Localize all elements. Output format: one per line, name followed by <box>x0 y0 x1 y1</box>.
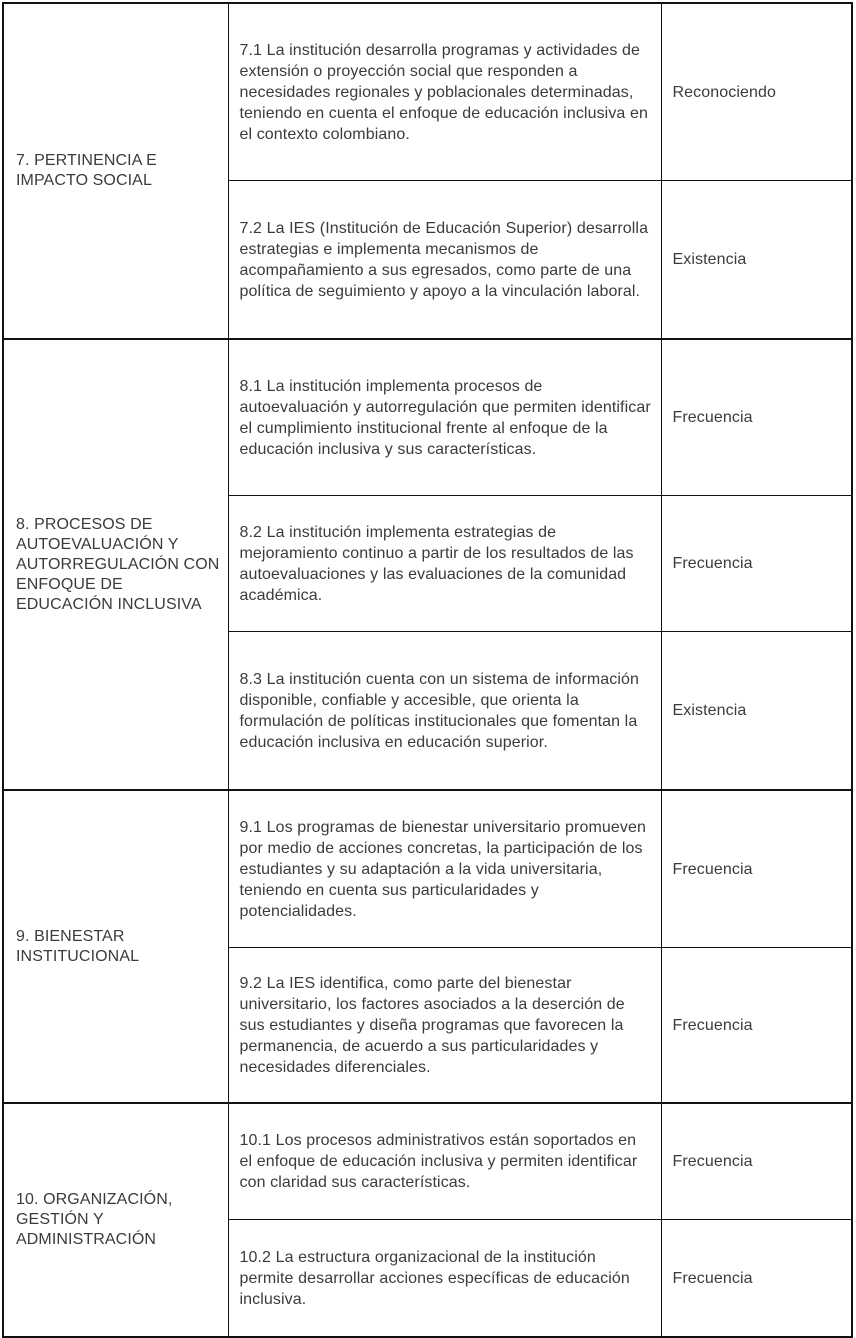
indicator-cell-10-1: 10.1 Los procesos administrativos están soportados en el enfoque de educación inclusiva y permiten identificar con claridad sus características. <box>228 1103 661 1220</box>
indicator-cell-9-2: 9.2 La IES identifica, como parte del bienestar universitario, los factores asociados a la deserción de sus estudiantes y diseña programas que favorecen la permanencia, de acuerdo a sus particularidades y necesidades diferenciales. <box>228 948 661 1104</box>
level-cell-8-3: Existencia <box>661 632 852 791</box>
level-cell-9-1: Frecuencia <box>661 790 852 948</box>
indicator-cell-10-2: 10.2 La estructura organizacional de la institución permite desarrollar acciones específicas de educación inclusiva. <box>228 1220 661 1338</box>
level-cell-8-1: Frecuencia <box>661 339 852 496</box>
level-cell-8-2: Frecuencia <box>661 496 852 632</box>
category-cell-pertinencia: 7. PERTINENCIA E IMPACTO SOCIAL <box>3 3 228 339</box>
table-row <box>3 790 852 948</box>
indicator-cell-7-1: 7.1 La institución desarrolla programas y actividades de extensión o proyección social que responden a necesidades regionales y poblacionales determinadas, teniendo en cuenta el enfoque de educación inclusiva en el contexto colombiano. <box>228 3 661 181</box>
indicator-cell-9-1: 9.1 Los programas de bienestar universitario promueven por medio de acciones concretas, la participación de los estudiantes y su adaptación a la vida universitaria, teniendo en cuenta sus particularidades y potencialidades. <box>228 790 661 948</box>
table-row <box>3 3 852 181</box>
level-cell-10-1: Frecuencia <box>661 1103 852 1220</box>
category-cell-bienestar: 9. BIENESTAR INSTITUCIONAL <box>3 790 228 1103</box>
table-row <box>3 339 852 496</box>
indicator-cell-8-1: 8.1 La institución implementa procesos de autoevaluación y autorregulación que permiten identificar el cumplimiento institucional frente al enfoque de la educación inclusiva y sus características. <box>228 339 661 496</box>
indicator-cell-7-2: 7.2 La IES (Institución de Educación Superior) desarrolla estrategias e implementa mecanismos de acompañamiento a sus egresados, como parte de una política de seguimiento y apoyo a la vinculación laboral. <box>228 181 661 340</box>
level-cell-7-1: Reconociendo <box>661 3 852 181</box>
category-cell-organizacion: 10. ORGANIZACIÓN, GESTIÓN Y ADMINISTRACIÓN <box>3 1103 228 1337</box>
indicator-cell-8-3: 8.3 La institución cuenta con un sistema de información disponible, confiable y accesible, que orienta la formulación de políticas institucionales que fomentan la educación inclusiva en educación superior. <box>228 632 661 791</box>
evaluation-criteria-table <box>2 2 853 1338</box>
category-cell-autoevaluacion: 8. PROCESOS DE AUTOEVALUACIÓN Y AUTORREGULACIÓN CON ENFOQUE DE EDUCACIÓN INCLUSIVA <box>3 339 228 790</box>
table-row <box>3 1103 852 1220</box>
level-cell-10-2: Frecuencia <box>661 1220 852 1338</box>
level-cell-7-2: Existencia <box>661 181 852 340</box>
indicator-cell-8-2: 8.2 La institución implementa estrategias de mejoramiento continuo a partir de los resultados de las autoevaluaciones y las evaluaciones de la comunidad académica. <box>228 496 661 632</box>
level-cell-9-2: Frecuencia <box>661 948 852 1104</box>
